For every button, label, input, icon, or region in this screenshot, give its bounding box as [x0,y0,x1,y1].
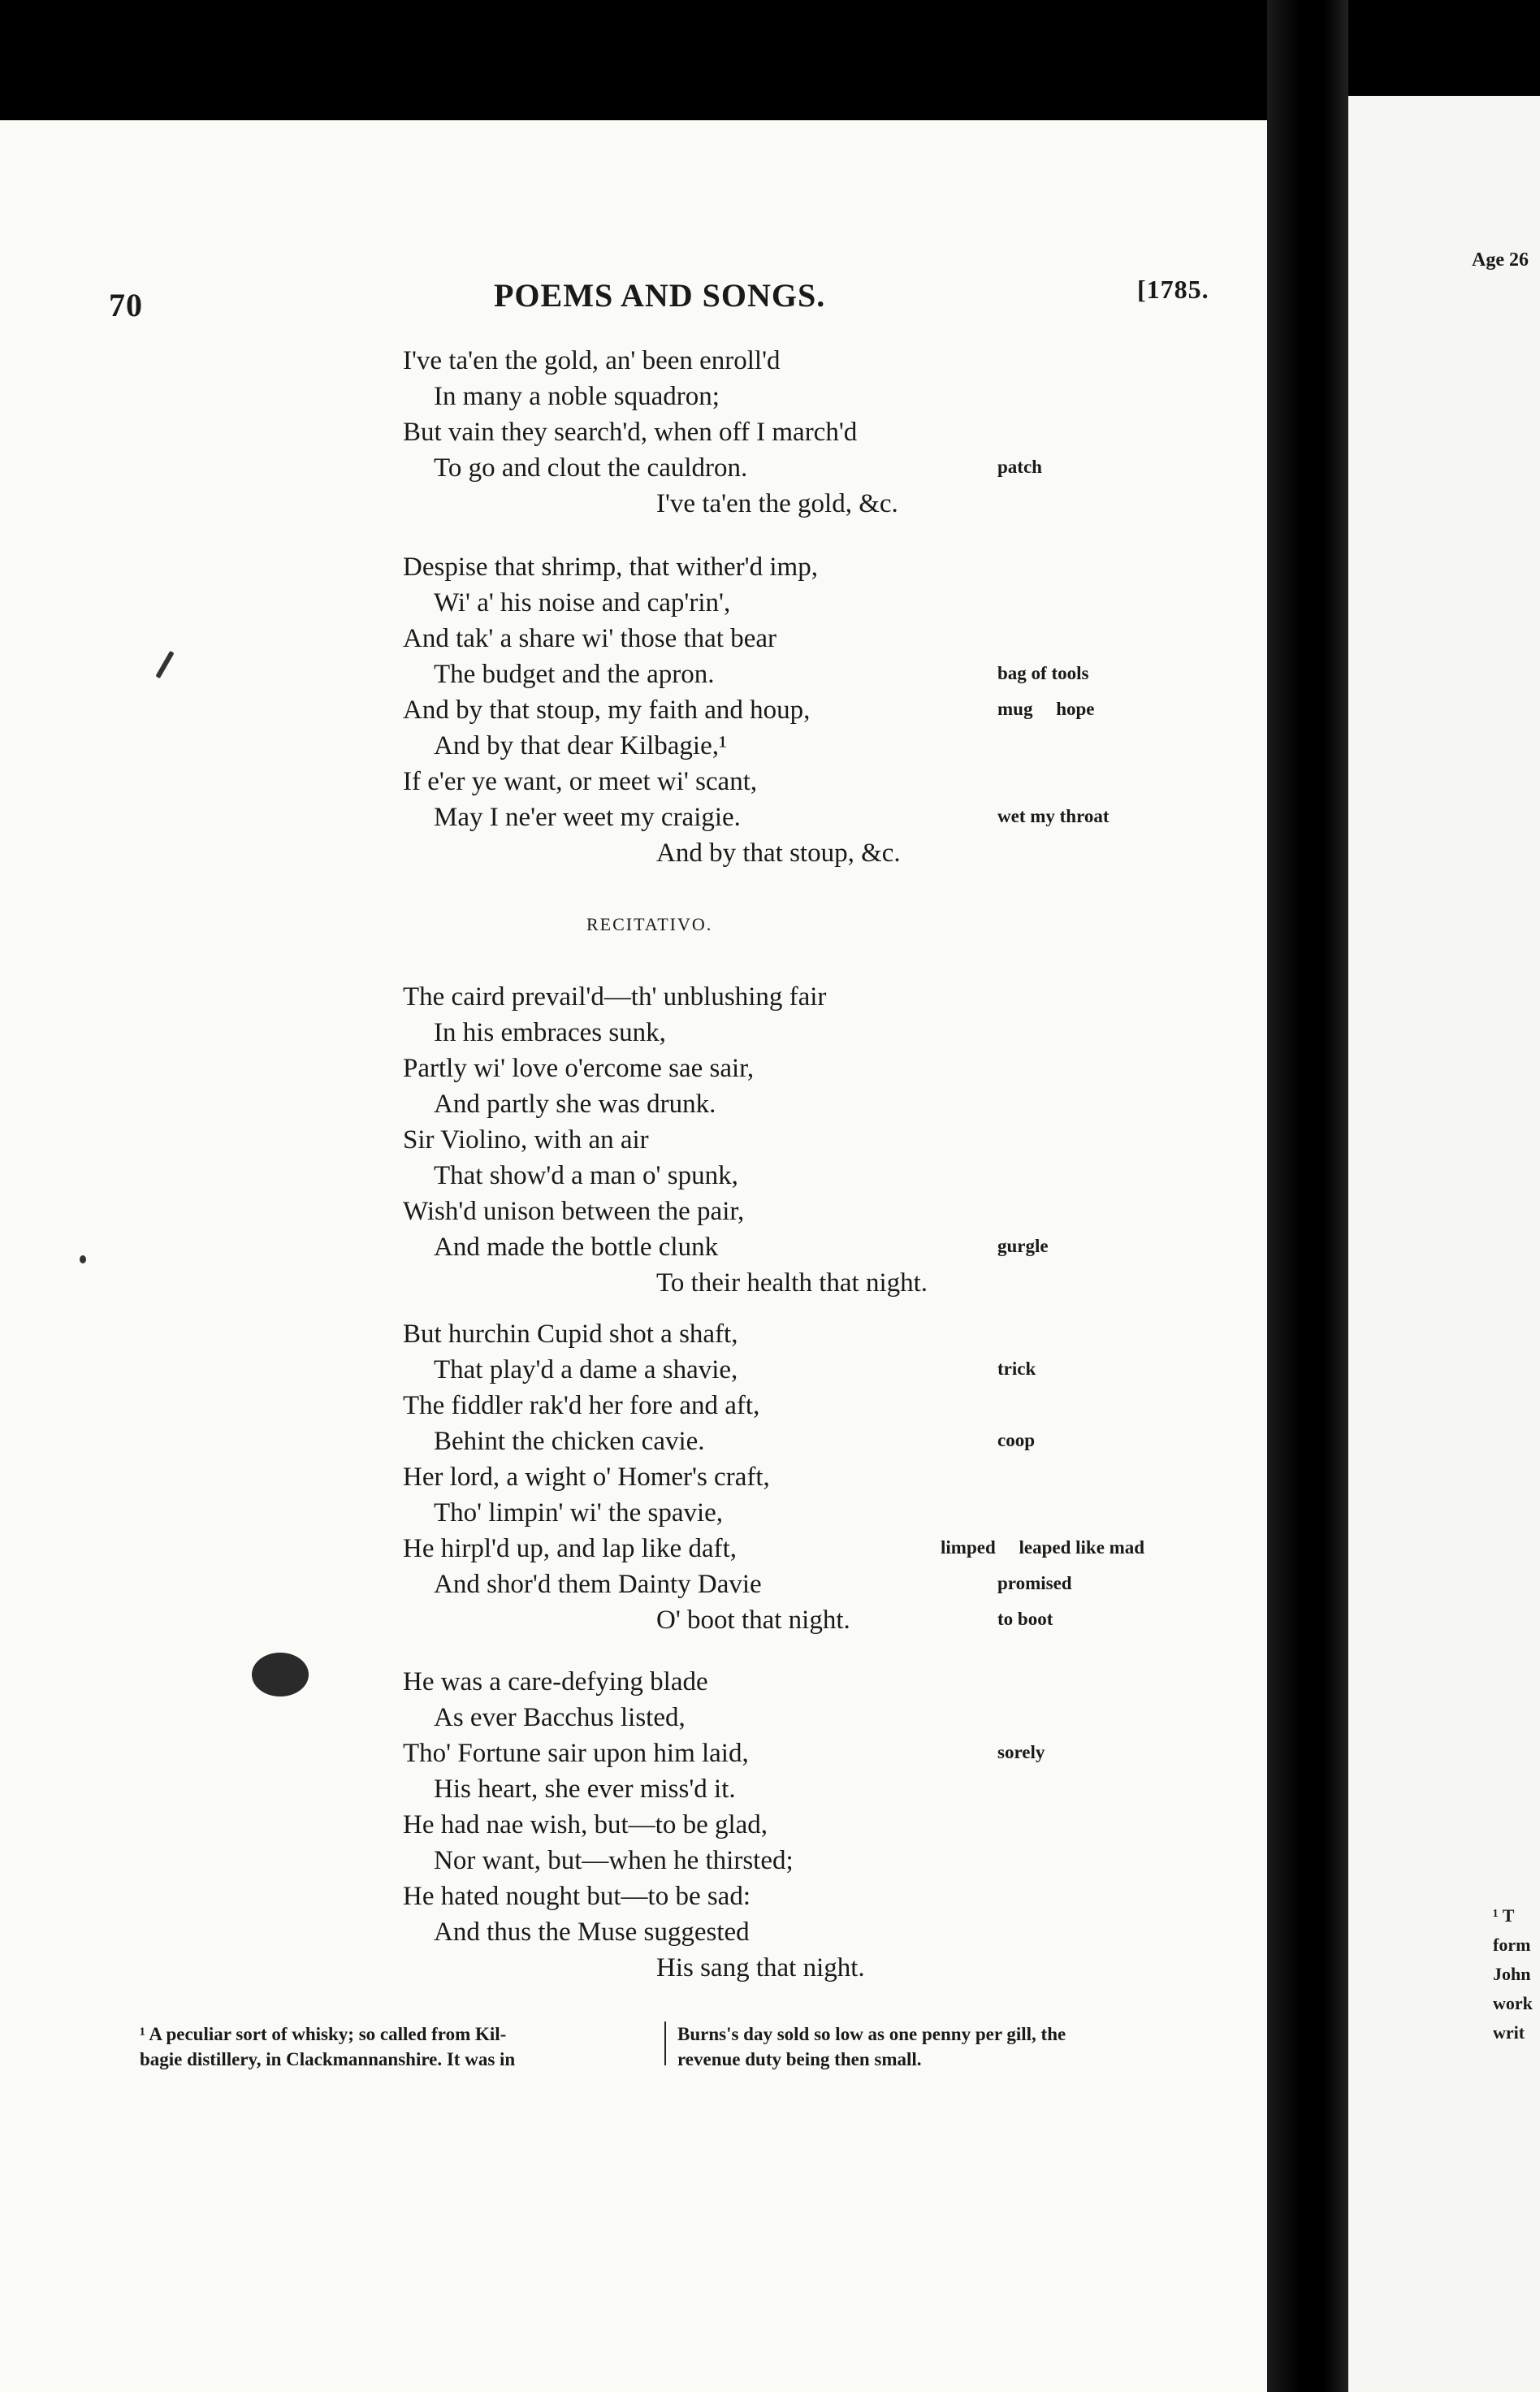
verse-line: He had nae wish, but—to be glad, [403,1810,768,1840]
verse-line: Despise that shrimp, that wither'd imp, [403,552,818,582]
verse-line: Tho' Fortune sair upon him laid, [403,1739,749,1768]
verse-line: Wish'd unison between the pair, [403,1197,745,1226]
margin-gloss: coop [997,1430,1035,1450]
margin-gloss: sorely [997,1742,1045,1762]
verse-line: His heart, she ever miss'd it. [434,1774,736,1804]
facing-fragment: John [1493,1964,1531,1984]
verse-line: May I ne'er weet my craigie. [434,803,741,832]
verse-line: The fiddler rak'd her fore and aft, [403,1391,760,1420]
facing-page [1348,96,1540,2392]
verse-line: And made the bottle clunk [434,1233,719,1262]
margin-gloss: mug hope [997,699,1095,719]
margin-gloss: bag of tools [997,663,1089,683]
section-heading: RECITATIVO. [586,914,713,934]
verse-line: As ever Bacchus listed, [434,1703,686,1732]
verse-line: That play'd a dame a shavie, [434,1355,738,1384]
verse-line: Nor want, but—when he thirsted; [434,1846,794,1875]
verse-line: Her lord, a wight o' Homer's craft, [403,1462,770,1492]
verse-line: Wi' a' his noise and cap'rin', [434,588,731,618]
footnote-line: Burns's day sold so low as one penny per gill, the [677,2024,1066,2044]
verse-line: O' boot that night. [656,1606,850,1635]
verse-line: He hated nought but—to be sad: [403,1882,751,1911]
margin-gloss: to boot [997,1609,1053,1629]
verse-line: That show'd a man o' spunk, [434,1161,738,1190]
margin-gloss: gurgle [997,1236,1049,1256]
verse-line: And shor'd them Dainty Davie [434,1570,762,1599]
verse-line: And by that dear Kilbagie,¹ [434,731,727,760]
facing-fragment: ¹ T [1493,1905,1515,1926]
verse-line: And by that stoup, my faith and houp, [403,696,811,725]
verse-line: And tak' a share wi' those that bear [403,624,776,653]
verse-line: In many a noble squadron; [434,382,720,411]
footnote-right [677,2022,1066,2072]
running-title: POEMS AND SONGS. [494,277,826,314]
margin-gloss: limped leaped like mad [941,1537,1145,1558]
verse-line: The budget and the apron. [434,660,715,689]
footnote-divider [664,2022,666,2065]
verse-line: To go and clout the cauldron. [434,453,748,483]
verse-line: He was a care-defying blade [403,1667,708,1696]
verse-line: I've ta'en the gold, an' been enroll'd [403,346,781,375]
footnote-line: bagie distillery, in Clackmannanshire. It was in [140,2049,516,2069]
year-marker: [1785. [1137,275,1209,304]
verse-line: And partly she was drunk. [434,1090,716,1119]
ink-blot-icon [252,1653,309,1696]
verse-line: If e'er ye want, or meet wi' scant, [403,767,758,796]
footnote-left [140,2022,515,2072]
facing-fragment: writ [1493,2022,1525,2043]
verse-line: Sir Violino, with an air [403,1125,649,1155]
margin-gloss: trick [997,1358,1036,1379]
verse-line: To their health that night. [656,1268,928,1298]
verse-line: His sang that night. [656,1953,865,1982]
verse-line: In his embraces sunk, [434,1018,666,1047]
footnote-line: ¹ A peculiar sort of whisky; so called from Kil- [140,2024,507,2044]
facing-fragment: work [1493,1993,1533,2013]
verse-line: But vain they search'd, when off I march'd [403,418,858,447]
page-number: 70 [109,287,143,323]
verse-line: Partly wi' love o'ercome sae sair, [403,1054,755,1083]
verse-line: He hirpl'd up, and lap like daft, [403,1534,738,1563]
verse-line: The caird prevail'd—th' unblushing fair [403,982,827,1012]
scan-dot-icon [80,1255,86,1263]
margin-gloss: wet my throat [997,806,1110,826]
footnote-line: revenue duty being then small. [677,2049,922,2069]
facing-fragment: form [1493,1935,1531,1955]
verse-line: Behint the chicken cavie. [434,1427,705,1456]
verse-line: But hurchin Cupid shot a shaft, [403,1320,738,1349]
margin-gloss: promised [997,1573,1072,1593]
facing-header: Age 26 [1472,249,1529,271]
verse-line: Tho' limpin' wi' the spavie, [434,1498,724,1528]
verse-line: And thus the Muse suggested [434,1918,750,1947]
margin-gloss: patch [997,457,1042,477]
gutter-shadow [1267,0,1348,2392]
verse-line: I've ta'en the gold, &c. [656,489,898,518]
facing-fragments [1493,1901,1533,2048]
verse-line: And by that stoup, &c. [656,838,901,868]
